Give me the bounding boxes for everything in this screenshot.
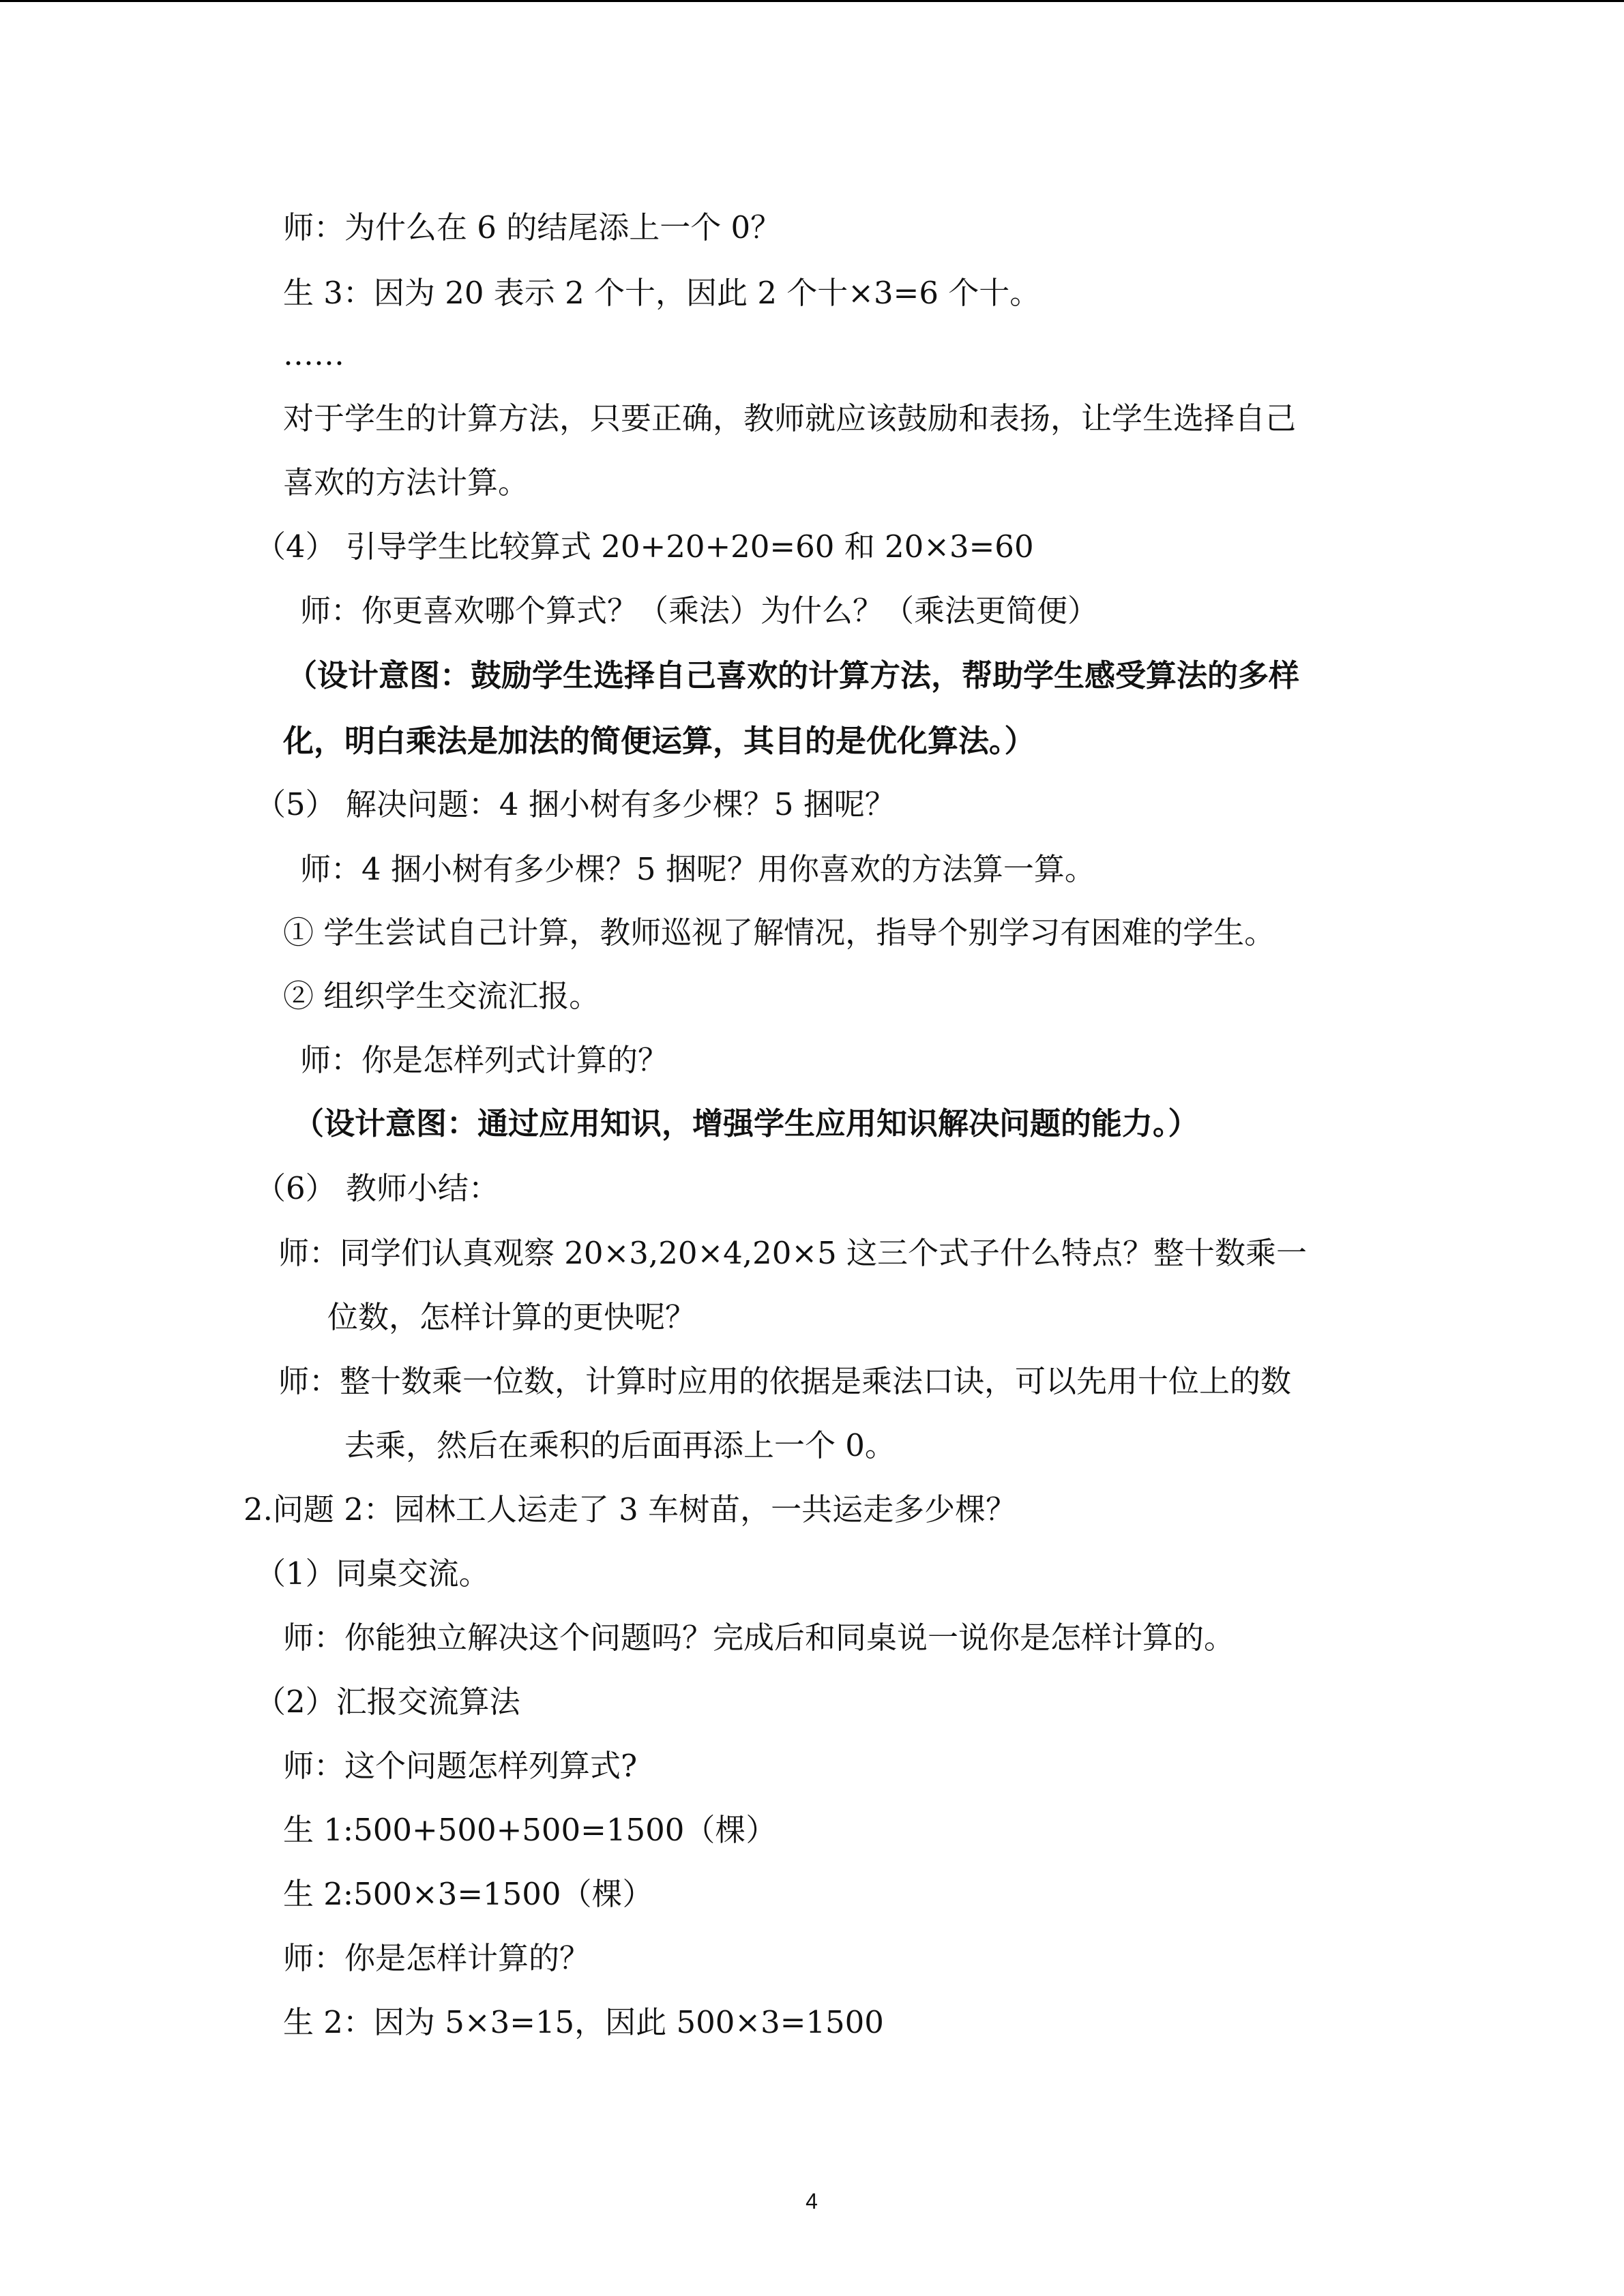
design-intent-text: 化，明白乘法是加法的简便运算，其目的是优化算法。） — [283, 723, 1035, 759]
text-line: 去乘，然后在乘积的后面再添上一个 0。 — [344, 1427, 896, 1463]
text-line: 生 2:500×3=1500（棵） — [283, 1876, 653, 1912]
text-line: 师：这个问题怎样列算式? — [283, 1748, 638, 1784]
text-line: 师：整十数乘一位数，计算时应用的依据是乘法口诀，可以先用十位上的数 — [278, 1363, 1292, 1399]
section-heading: （5） 解决问题：4 捆小树有多少棵？5 捆呢？ — [255, 786, 896, 822]
text-line: 师：为什么在 6 的结尾添上一个 0？ — [283, 209, 782, 245]
text-line: 生 2：因为 5×3=15，因此 500×3=1500 — [283, 2004, 884, 2040]
design-intent-text: （设计意图：鼓励学生选择自己喜欢的计算方法，帮助学生感受算法的多样 — [286, 657, 1300, 694]
section-heading: 2.问题 2：园林工人运走了 3 车树苗，一共运走多少棵？ — [243, 1491, 1017, 1527]
top-border-line — [0, 0, 1624, 2]
design-intent-text: （设计意图：通过应用知识，增强学生应用知识解决问题的能力。） — [293, 1105, 1199, 1142]
text-line: 位数，怎样计算的更快呢？ — [327, 1299, 696, 1335]
text-line: 师：4 捆小树有多少棵？5 捆呢？用你喜欢的方法算一算。 — [300, 851, 1095, 887]
text-line: 师：你是怎样计算的？ — [283, 1940, 591, 1976]
section-heading: （4） 引导学生比较算式 20+20+20=60 和 20×3=60 — [255, 528, 1034, 565]
text-line: 师：你是怎样列式计算的？ — [300, 1042, 669, 1078]
section-heading: （6） 教师小结： — [255, 1170, 499, 1206]
text-line: …… — [283, 336, 344, 372]
text-line: 生 3：因为 20 表示 2 个十，因此 2 个十×3=6 个十。 — [283, 275, 1041, 311]
section-heading: （2）汇报交流算法 — [255, 1684, 520, 1720]
text-line: 喜欢的方法计算。 — [283, 464, 529, 501]
text-line: 师：同学们认真观察 20×3,20×4,20×5 这三个式子什么特点？整十数乘一 — [278, 1235, 1308, 1271]
section-heading: （1）同桌交流。 — [255, 1555, 490, 1592]
list-item: ② 组织学生交流汇报。 — [283, 978, 600, 1014]
text-line: 生 1:500+500+500=1500（棵） — [283, 1812, 777, 1848]
page-number: 4 — [806, 2189, 818, 2213]
text-line: 师：你能独立解决这个问题吗？完成后和同桌说一说你是怎样计算的。 — [283, 1620, 1235, 1656]
list-item: ① 学生尝试自己计算，教师巡视了解情况，指导个别学习有困难的学生。 — [283, 914, 1275, 951]
text-line: 师：你更喜欢哪个算式？（乘法）为什么？（乘法更简便） — [300, 593, 1099, 629]
text-line: 对于学生的计算方法，只要正确，教师就应该鼓励和表扬，让学生选择自己 — [283, 400, 1297, 436]
